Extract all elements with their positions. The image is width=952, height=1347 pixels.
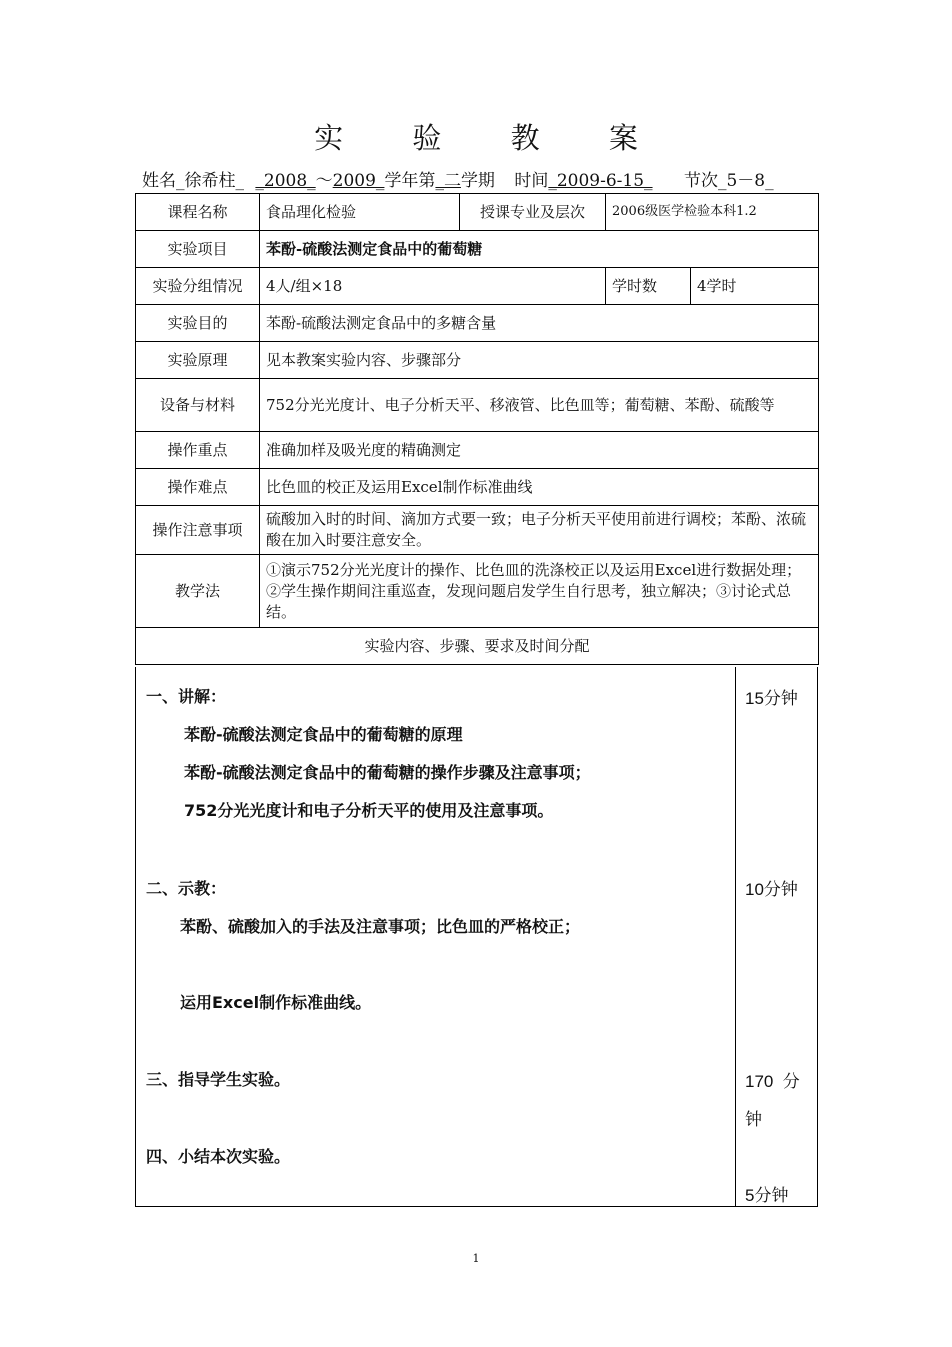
time-step4: 5分钟: [745, 1186, 789, 1205]
table-row: [136, 432, 819, 469]
purpose-label: 实验目的: [136, 305, 260, 342]
difficulty-label: 操作难点: [136, 469, 260, 506]
table-row: [136, 268, 819, 305]
project-label: 实验项目: [136, 231, 260, 268]
time-step1: 15分钟: [745, 689, 798, 708]
project-value: 苯酚-硫酸法测定食品中的葡萄糖: [260, 231, 819, 268]
table-row: [136, 555, 819, 628]
time-step2: 10分钟: [745, 880, 798, 899]
major-value: 2006级医学检验本科1.2: [606, 194, 819, 231]
step4-title: 四、小结本次实验。: [146, 1147, 291, 1166]
info-table: [135, 193, 819, 665]
table-row: [136, 194, 819, 231]
time-label: 时间: [514, 171, 549, 191]
time-step3-b: 钟: [745, 1110, 762, 1129]
step2-line1: 苯酚、硫酸加入的手法及注意事项；比色皿的严格校正；: [180, 917, 581, 936]
method-value: ①演示752分光光度计的操作、比色皿的洗涤校正以及运用Excel进行数据处理；②学生操作期间注重巡查，发现问题启发学生自行思考，独立解决；③讨论式总结。: [260, 555, 819, 628]
steps-section: [135, 667, 818, 1207]
table-row: [136, 628, 819, 665]
session-label: 节次_5－8_: [683, 171, 774, 191]
page-number: 1: [472, 1252, 480, 1265]
key-value: 准确加样及吸光度的精确测定: [260, 432, 819, 469]
step1-title: 一、讲解：: [146, 687, 227, 706]
content-header: 实验内容、步骤、要求及时间分配: [136, 628, 819, 665]
table-row: [136, 506, 819, 555]
table-row: [136, 231, 819, 268]
method-label: 教学法: [136, 555, 260, 628]
equip-value: 752分光光度计、电子分析天平、移液管、比色皿等；葡萄糖、苯酚、硫酸等: [260, 379, 819, 432]
year-start: _2008_: [255, 171, 316, 191]
group-label: 实验分组情况: [136, 268, 260, 305]
tilde: ～: [315, 171, 333, 191]
equip-label: 设备与材料: [136, 379, 260, 432]
principle-value: 见本教案实验内容、步骤部分: [260, 342, 819, 379]
notes-label: 操作注意事项: [136, 506, 260, 555]
date: _2009-6-15_: [548, 171, 653, 191]
time-step3-a: 170 分: [745, 1072, 800, 1091]
principle-label: 实验原理: [136, 342, 260, 379]
purpose-value: 苯酚-硫酸法测定食品中的多糖含量: [260, 305, 819, 342]
year-end: 2009_: [332, 171, 385, 191]
hours-label: 学时数: [606, 268, 691, 305]
header-line: [142, 166, 822, 191]
hours-value: 4学时: [691, 268, 819, 305]
major-label: 授课专业及层次: [460, 194, 606, 231]
column-divider: [735, 667, 736, 1206]
step2-title: 二、示教：: [146, 879, 227, 898]
group-value: 4人/组×18: [260, 268, 606, 305]
name-label: 姓名_徐希柱_: [142, 171, 244, 191]
table-row: [136, 379, 819, 432]
course-label: 课程名称: [136, 194, 260, 231]
notes-value: 硫酸加入时的时间、滴加方式要一致；电子分析天平使用前进行调校；苯酚、浓硫酸在加入时要注意安全。: [260, 506, 819, 555]
year-suffix: 学年第: [384, 171, 436, 191]
step1-line3: 752分光光度计和电子分析天平的使用及注意事项。: [184, 801, 554, 820]
step3-title: 三、指导学生实验。: [146, 1070, 291, 1089]
course-value: 食品理化检验: [260, 194, 460, 231]
term-suffix: 学期: [460, 171, 495, 191]
term: _二: [435, 171, 461, 191]
step1-line1: 苯酚-硫酸法测定食品中的葡萄糖的原理: [184, 725, 463, 744]
step1-line2: 苯酚-硫酸法测定食品中的葡萄糖的操作步骤及注意事项；: [184, 763, 591, 782]
table-row: [136, 305, 819, 342]
page-title: 实 验 教 案: [314, 121, 668, 155]
step2-line2: 运用Excel制作标准曲线。: [180, 993, 372, 1012]
table-row: [136, 469, 819, 506]
table-row: [136, 342, 819, 379]
difficulty-value: 比色皿的校正及运用Excel制作标准曲线: [260, 469, 819, 506]
key-label: 操作重点: [136, 432, 260, 469]
